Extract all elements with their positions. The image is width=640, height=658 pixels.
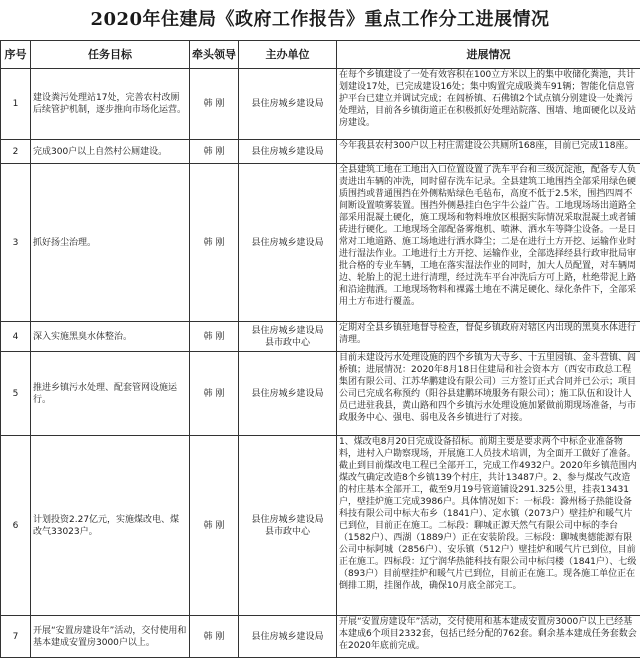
header-goal: 任务目标 [31, 41, 190, 69]
row-unit: 县住房城乡建设局 县市政中心 [239, 322, 337, 352]
table-row [1, 322, 640, 352]
row-leader: 韩 刚 [190, 140, 239, 164]
row-unit: 县住房城乡建设局 [239, 140, 337, 164]
row-progress: 定期对全县乡镇驻地督导检查，督促乡镇政府对辖区内出现的黑臭水体进行清理。 [337, 322, 640, 352]
row-leader: 韩 刚 [190, 616, 239, 658]
row-goal: 抓好扬尘治理。 [31, 164, 190, 322]
row-no: 3 [1, 164, 31, 322]
page-title: 2020年住建局《政府工作报告》重点工作分工进展情况 [0, 0, 640, 40]
progress-table [0, 40, 640, 658]
row-goal: 开展“安置房建设年”活动，交付使用和基本建成安置房3000户以上。 [31, 616, 190, 658]
header-no: 序号 [1, 41, 31, 69]
row-leader: 韩 刚 [190, 322, 239, 352]
row-goal: 完成300户以上自然村公厕建设。 [31, 140, 190, 164]
row-progress: 全县建筑工地在工地出入口位置设置了洗车平台和三级沉淀池，配备专人负责进出车辆的冲洗，同时留存洗车记录。全县建筑工地围挡全部采用绿色硬质围挡或普通围挡在外侧粘贴绿色毛毡布，高度不低于2.5米，围挡四周不间断设置喷雾装置。围挡外侧悬挂白色宇牛公益广告。工地现场场出道路全部采用混凝土硬化，施工现场和物料堆放区根据实际情况采取混凝土或者铺砖进行硬化。工地现场全部配备雾炮机、喷淋、洒水车等降尘设备。一是日常对工地道路、施工场地进行洒水降尘；二是在进行土方开挖、运输作业时进行湿法作业。工地进行土方开挖、运输作业，全部选择经县行政审批局审批合格的专业车辆，工地在落实湿法作业的同时，加大人员配置，对车辆周边、轮胎上的泥土进行清理，经过洗车平台冲洗后方可上路，杜绝带泥上路和沿途抛洒。工地现场物料和裸露土地在不满足硬化、绿化条件下，全部采用土方布进行覆盖。 [337, 164, 640, 322]
row-leader: 韩 刚 [190, 69, 239, 140]
row-no: 4 [1, 322, 31, 352]
row-leader: 韩 刚 [190, 436, 239, 616]
row-progress: 今年我县农村300户以上村庄需建设公共厕所168座，目前已完成118座。 [337, 140, 640, 164]
row-goal: 建设粪污处理站17处，完善农村改厕后续管护机制，逐步推向市场化运营。 [31, 69, 190, 140]
row-unit: 县住房城乡建设局 [239, 69, 337, 140]
row-unit: 县住房城乡建设局 [239, 616, 337, 658]
row-unit: 县住房城乡建设局 [239, 164, 337, 322]
table-row [1, 69, 640, 140]
row-leader: 韩 刚 [190, 164, 239, 322]
row-no: 5 [1, 352, 31, 436]
row-no: 7 [1, 616, 31, 658]
header-leader: 牵头领导 [190, 41, 239, 69]
table-row [1, 352, 640, 436]
row-no: 2 [1, 140, 31, 164]
table-row [1, 164, 640, 322]
row-no: 6 [1, 436, 31, 616]
table-row [1, 140, 640, 164]
row-progress: 在每个乡镇建设了一处有效容积在100立方米以上的集中收储化粪池，共计划建设17处，已完成建设16处；集中购置完成吸粪车91辆；智能化信息管护平台已建立并调试完成；在闾桥镇、石佛镇2个试点镇分别建设一处粪污处理站，目前各乡镇街道正在积极抓好处理站院落、围墙、地面硬化以及站房建设。 [337, 69, 640, 140]
row-goal: 计划投资2.27亿元，实施煤改电、煤改气33023户。 [31, 436, 190, 616]
table-row [1, 616, 640, 658]
row-leader: 韩 刚 [190, 352, 239, 436]
row-goal: 深入实施黑臭水体整治。 [31, 322, 190, 352]
table-row [1, 436, 640, 616]
header-unit: 主办单位 [239, 41, 337, 69]
row-unit: 县住房城乡建设局 县市政中心 [239, 436, 337, 616]
header-progress: 进展情况 [337, 41, 640, 69]
row-goal: 推进乡镇污水处理、配套管网设施运行。 [31, 352, 190, 436]
row-progress: 1、煤改电8月20日完成设备招标。前期主要是要求两个中标企业准备物料，进村入户勘察现场，开展施工人员技术培训，为全面开工做好了准备。截止到目前煤改电工程已全部开工，完成工作4932户。2020年乡镇范围内煤改气确定改造8个乡镇139个村庄，共计13487户。2、参与煤改气改造的村庄基本全部开工，截至9月19号管道铺设291.325公里，挂表13431户，壁挂炉施工完成3986户。具体情况如下：一标段：滁州杨子热能设备科技有限公司中标大布乡（1841户）、定水镇（2073户）壁挂炉和暖气片已到位，目前正在施工。二标段：聊城正源天然气有限公司中标的李台（1582户）、西湖（1889户）正在安装阶段。三标段：聊城奥德能源有限公司中标阿城（2856户）、安乐镇（512户）壁挂炉和暖气片已到位，目前正在施工。四标段：辽宁润华热能科技有限公司中标闫楼（1841户）、七级（893户）目前壁挂炉和暖气片已到位，目前正在施工。现各施工单位正在倒排工期，挂图作战，确保10月底全部完工。 [337, 436, 640, 616]
row-progress: 目前未建设污水处理设施的四个乡镇为大寺乡、十五里园镇、金斗营镇、闾桥镇；进展情况：2020年8月18日住建局和社会资本方（西安市政总工程集团有限公司、江苏华鹏建设有限公司）三方签订正式合同并已公示；项目公司已完成名称预约（阳谷县建鹏环境服务有限公司）；施工队伍和设计人员已进驻我县，黄山路和四个乡镇污水处理设施加紧做前期现场准备，与市政服务中心、强电、弱电及各乡镇进行了对接。 [337, 352, 640, 436]
row-no: 1 [1, 69, 31, 140]
row-unit: 县住房城乡建设局 [239, 352, 337, 436]
table-header-row [1, 41, 640, 69]
row-progress: 开展“安置房建设年”活动，交付使用和基本建成安置房3000户以上已经基本建成6个项目2332套，包括已经分配的762套。剩余基本建成任务套数会在2020年底前完成。 [337, 616, 640, 658]
